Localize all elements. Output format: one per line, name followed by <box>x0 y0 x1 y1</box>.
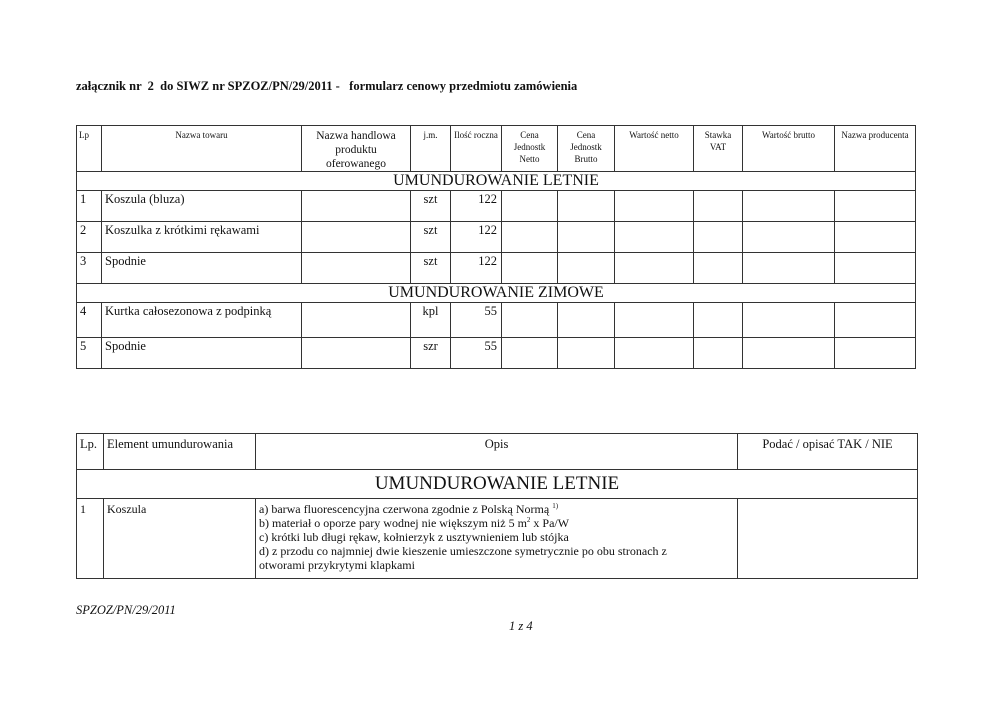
table-row <box>77 338 916 369</box>
desc-col-podac-header: Podać / opisać TAK / NIE <box>738 434 918 470</box>
row-name: Spodnie <box>102 338 302 369</box>
table-row <box>77 253 916 284</box>
row-cena-netto-cell[interactable] <box>502 253 558 284</box>
opis-a-text: a) barwa fluorescencyjna czerwona zgodnie z Polską Normą <box>259 502 550 516</box>
row-name: Spodnie <box>102 253 302 284</box>
description-table <box>76 433 918 579</box>
row-nazwa-handlowa-cell[interactable] <box>302 338 411 369</box>
row-producent-cell[interactable] <box>835 253 916 284</box>
row-lp: 1 <box>77 191 102 222</box>
row-nazwa-handlowa-cell[interactable] <box>302 222 411 253</box>
opis-b-end: x Pa/W <box>530 516 570 530</box>
row-qty: 55 <box>451 303 502 338</box>
row-wartosc-netto-cell[interactable] <box>615 191 694 222</box>
desc-section-summer-row <box>77 470 918 499</box>
row-qty: 122 <box>451 222 502 253</box>
opis-line-d1: d) z przodu co najmniej dwie kieszenie umieszczone symetrycznie po obu stronach z <box>259 544 667 558</box>
row-wartosc-netto-cell[interactable] <box>615 253 694 284</box>
row-cena-netto-cell[interactable] <box>502 222 558 253</box>
col-jm-header: j.m. <box>411 126 451 172</box>
footer-reference: SPZOZ/PN/29/2011 <box>76 603 176 617</box>
row-jm: szt <box>411 253 451 284</box>
row-cena-netto-cell[interactable] <box>502 338 558 369</box>
row-qty: 55 <box>451 338 502 369</box>
table-row <box>77 499 918 579</box>
row-cena-netto-cell[interactable] <box>502 191 558 222</box>
section-winter-label: UMUNDUROWANIE ZIMOWE <box>77 284 916 303</box>
row-wartosc-netto-cell[interactable] <box>615 222 694 253</box>
table-row <box>77 303 916 338</box>
desc-row-opis <box>256 499 738 579</box>
section-winter-row <box>77 284 916 303</box>
opis-line-d2: otworami przykrytymi klapkami <box>259 558 415 572</box>
row-name: Kurtka całosezonowa z podpinką <box>102 303 302 338</box>
col-stawka-vat-header: Stawka VAT <box>694 126 743 172</box>
row-nazwa-handlowa-cell[interactable] <box>302 303 411 338</box>
col-producent-header: Nazwa producenta <box>835 126 916 172</box>
row-lp: 3 <box>77 253 102 284</box>
opis-line-c: c) krótki lub długi rękaw, kołnierzyk z usztywnieniem lub stójka <box>259 530 569 544</box>
row-producent-cell[interactable] <box>835 191 916 222</box>
row-wartosc-brutto-cell[interactable] <box>743 191 835 222</box>
col-lp-header: Lp <box>77 126 102 172</box>
row-lp: 2 <box>77 222 102 253</box>
col-wartosc-netto-header: Wartość netto <box>615 126 694 172</box>
row-cena-brutto-cell[interactable] <box>558 338 615 369</box>
row-wartosc-brutto-cell[interactable] <box>743 303 835 338</box>
desc-section-summer-label: UMUNDUROWANIE LETNIE <box>77 470 918 499</box>
row-vat-cell[interactable] <box>694 338 743 369</box>
row-wartosc-brutto-cell[interactable] <box>743 222 835 253</box>
opis-b-text: b) materiał o oporze pary wodnej nie większym niż 5 m <box>259 516 527 530</box>
row-jm: szr <box>411 338 451 369</box>
row-wartosc-netto-cell[interactable] <box>615 338 694 369</box>
col-wartosc-brutto-header: Wartość brutto <box>743 126 835 172</box>
price-table-header <box>77 126 916 172</box>
row-producent-cell[interactable] <box>835 303 916 338</box>
row-nazwa-handlowa-cell[interactable] <box>302 191 411 222</box>
row-qty: 122 <box>451 191 502 222</box>
col-nazwa-towaru-header: Nazwa towaru <box>102 126 302 172</box>
opis-line-a <box>259 502 734 516</box>
row-vat-cell[interactable] <box>694 191 743 222</box>
row-name: Koszulka z krótkimi rękawami <box>102 222 302 253</box>
row-qty: 122 <box>451 253 502 284</box>
desc-col-element-header: Element umundurowania <box>104 434 256 470</box>
row-cena-brutto-cell[interactable] <box>558 191 615 222</box>
row-jm: kpl <box>411 303 451 338</box>
row-producent-cell[interactable] <box>835 338 916 369</box>
desc-row-lp: 1 <box>77 499 104 579</box>
col-ilosc-header: Ilość roczna <box>451 126 502 172</box>
row-name: Koszula (bluza) <box>102 191 302 222</box>
row-vat-cell[interactable] <box>694 222 743 253</box>
exponent: 2 <box>526 516 531 524</box>
col-cena-brutto-header: Cena Jednostk Brutto <box>558 126 615 172</box>
opis-line-b <box>259 516 734 530</box>
row-cena-brutto-cell[interactable] <box>558 253 615 284</box>
col-nazwa-handlowa-header: Nazwa handlowa produktu oferowanego <box>302 126 411 172</box>
section-summer-row <box>77 172 916 191</box>
desc-row-podac-cell[interactable] <box>738 499 918 579</box>
row-lp: 5 <box>77 338 102 369</box>
row-jm: szt <box>411 191 451 222</box>
row-nazwa-handlowa-cell[interactable] <box>302 253 411 284</box>
description-table-header <box>77 434 918 470</box>
desc-row-element: Koszula <box>104 499 256 579</box>
row-lp: 4 <box>77 303 102 338</box>
row-producent-cell[interactable] <box>835 222 916 253</box>
table-row <box>77 222 916 253</box>
desc-col-lp-header: Lp. <box>77 434 104 470</box>
section-summer-label: UMUNDUROWANIE LETNIE <box>77 172 916 191</box>
col-cena-netto-header: Cena Jednostk Netto <box>502 126 558 172</box>
desc-col-opis-header: Opis <box>256 434 738 470</box>
row-vat-cell[interactable] <box>694 253 743 284</box>
footnote-ref: 1) <box>552 502 559 510</box>
row-cena-brutto-cell[interactable] <box>558 222 615 253</box>
table-row <box>77 191 916 222</box>
page-title: załącznik nr 2 do SIWZ nr SPZOZ/PN/29/2011 - formularz cenowy przedmiotu zamówienia <box>76 79 578 93</box>
row-cena-netto-cell[interactable] <box>502 303 558 338</box>
row-vat-cell[interactable] <box>694 303 743 338</box>
row-wartosc-netto-cell[interactable] <box>615 303 694 338</box>
row-cena-brutto-cell[interactable] <box>558 303 615 338</box>
row-wartosc-brutto-cell[interactable] <box>743 338 835 369</box>
row-jm: szt <box>411 222 451 253</box>
price-form-table <box>76 125 916 369</box>
page-number: 1 z 4 <box>509 619 533 633</box>
row-wartosc-brutto-cell[interactable] <box>743 253 835 284</box>
